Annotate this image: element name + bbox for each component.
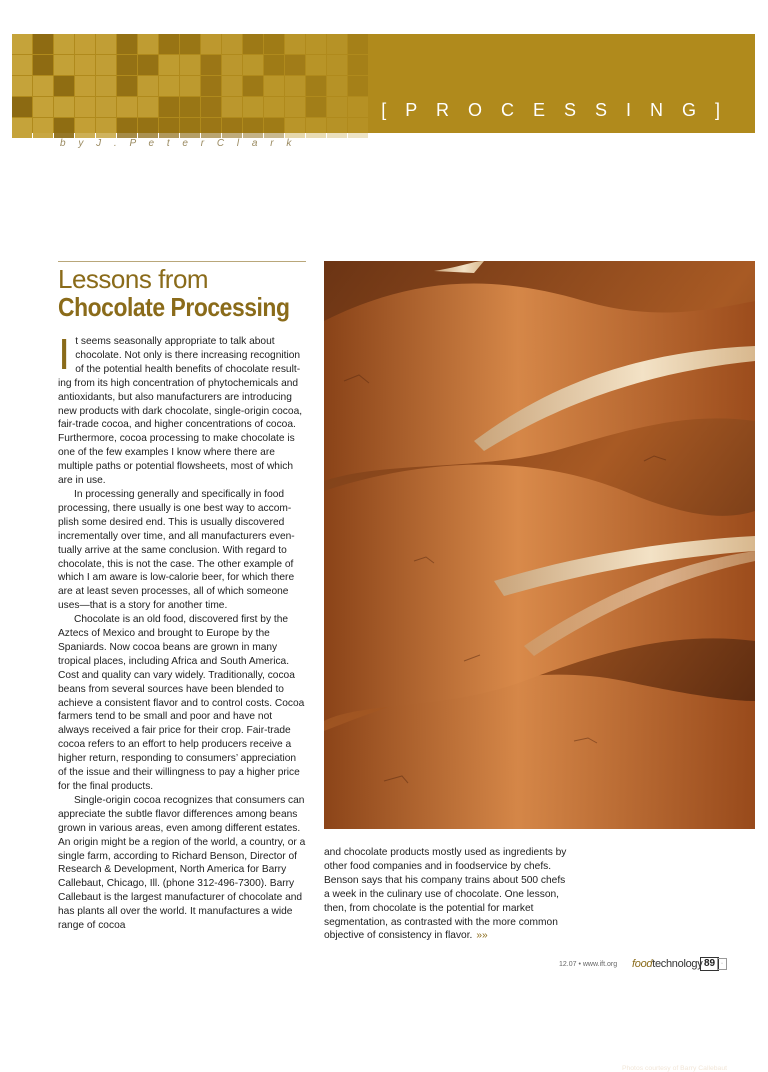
photo-caption: Blending chocolate: [648, 1053, 727, 1063]
banner-tile: [96, 55, 116, 75]
banner-tile: [96, 118, 116, 138]
paragraph-3: Chocolate is an old food, discovered first by the Aztecs of Mexico and brought to Europe by the Spaniards. Now cocoa beans are grown in many tropical places, including Africa and South America. Cost and quality can vary widely. Traditionally, cocoa beans from several sources have been blended to achieve a consistent flavor and to control costs. Cocoa farmers tend to be small and poor and have not always received a fair price for their crop. Fair-trade cocoa refers to an effort to help producers receive a higher return, responding to consumers’ appreciation of the issue and their willingness to pay a higher price for the final products.: [58, 614, 305, 792]
banner-tile: [138, 34, 158, 54]
page-number: 89: [700, 957, 719, 971]
dropcap: I: [58, 330, 71, 379]
title-rule: [58, 261, 306, 262]
banner-tile: [306, 76, 326, 96]
pdf-icon: ▫: [717, 958, 727, 970]
banner-tile: [117, 118, 137, 138]
banner-tile: [348, 55, 368, 75]
banner-tile: [222, 55, 242, 75]
banner-tile: [138, 97, 158, 117]
banner-tile: [180, 97, 200, 117]
paragraph-1: It seems seasonally appropriate to talk about chocolate. Not only is there increasing recognition of the potential health benefits of chocolate resulting from its high concentration of phytochemicals and antioxidants, but also manufacturers are introducing new products with dark chocolate, single-origin cocoa, fair-trade cocoa, and higher concentrations of cocoa. Furthermore, cocoa processing to make chocolate is one of the few examples I know where there are multiple paths or potential flowsheets, most of which are in use.: [58, 330, 303, 487]
banner-tile: [12, 55, 32, 75]
banner-tile: [243, 34, 263, 54]
banner-tile: [348, 34, 368, 54]
banner-tile: [264, 76, 284, 96]
banner-tile: [96, 76, 116, 96]
banner-tile: [327, 118, 347, 138]
banner-tile: [243, 118, 263, 138]
banner-tile: [180, 34, 200, 54]
banner-tile: [159, 76, 179, 96]
banner-tile: [54, 118, 74, 138]
banner-tile: [306, 55, 326, 75]
banner-tile: [180, 55, 200, 75]
banner-tile: [222, 34, 242, 54]
banner-tile: [201, 76, 221, 96]
banner-tile: [243, 76, 263, 96]
banner-tile: [117, 34, 137, 54]
banner-tile: [138, 76, 158, 96]
footer-date-url: 12.07 • www.ift.org: [559, 961, 618, 968]
banner-tile: [222, 118, 242, 138]
banner-tile: [285, 76, 305, 96]
banner-tile: [54, 76, 74, 96]
banner-tile: [222, 97, 242, 117]
banner-tile: [54, 97, 74, 117]
banner-tile: [159, 55, 179, 75]
banner-tile: [264, 34, 284, 54]
photo-credit: Photos courtesy of Barry Callebaut: [621, 1065, 727, 1072]
banner-tile: [285, 97, 305, 117]
banner-tile: [159, 34, 179, 54]
footer-brand: foodtechnology: [632, 958, 703, 970]
banner-tile: [33, 97, 53, 117]
banner-tile: [201, 97, 221, 117]
banner-tile: [243, 97, 263, 117]
banner-tile: [243, 55, 263, 75]
banner-tile: [12, 76, 32, 96]
banner-tile: [96, 97, 116, 117]
banner-tile: [285, 118, 305, 138]
banner-tile: [180, 118, 200, 138]
banner-tile: [285, 55, 305, 75]
banner-tile: [201, 118, 221, 138]
banner-tile: [327, 76, 347, 96]
banner-tile: [264, 118, 284, 138]
paragraph-2: In processing generally and specifically in food processing, there usually is one best way to accomplish some desired end. This is usually discovered incrementally over time, and all manufacturers eventually arrive at the same conclusion. With regard to chocolate, this is not the case. The other example of which I am aware is low-calorie beer, for which there are at least seven processes, all of which someone uses—that is a story for another time.: [58, 488, 295, 612]
banner-tile: [180, 76, 200, 96]
banner-tile: [306, 97, 326, 117]
banner-tile: [264, 55, 284, 75]
banner-tile: [138, 55, 158, 75]
banner-tile: [327, 34, 347, 54]
banner-tile: [348, 76, 368, 96]
banner-tile: [12, 34, 32, 54]
banner-tile: [54, 55, 74, 75]
banner-tile: [201, 55, 221, 75]
banner-tile: [75, 55, 95, 75]
banner-tile: [75, 118, 95, 138]
banner-tile: [306, 118, 326, 138]
byline: b y J . P e t e r C l a r k: [60, 138, 297, 149]
banner-tile: [306, 34, 326, 54]
banner-tile: [264, 97, 284, 117]
article-title-line2: Chocolate Processing: [58, 292, 290, 322]
banner-tile: [117, 97, 137, 117]
article-column-1: [58, 330, 306, 933]
banner-tile: [222, 76, 242, 96]
banner-tile: [75, 34, 95, 54]
banner-tile: [33, 118, 53, 138]
banner-tile: [75, 97, 95, 117]
banner-tile: [348, 97, 368, 117]
banner-tile: [33, 76, 53, 96]
section-label: [ P R O C E S S I N G ]: [381, 100, 727, 120]
banner-tile: [117, 55, 137, 75]
page-footer: [0, 958, 768, 972]
banner-tile: [327, 97, 347, 117]
section-banner: [12, 34, 755, 133]
banner-tile: [75, 76, 95, 96]
paragraph-4: Single-origin cocoa recognizes that consumers can appreciate the subtle flavor differences among beans grown in various areas, even among different estates. An origin might be a region of the world, a country, or a single farm, according to Richard Benson, Director of Research & Development, North America for Barry Callebaut, Chicago, Ill. (phone 312-496-7300). Barry Callebaut is the largest manufacturer of chocolate and has plants all over the world. It manufactures a wide range of cocoa: [58, 794, 306, 932]
banner-tile: [12, 118, 32, 138]
banner-tile: [285, 34, 305, 54]
banner-tile: [96, 34, 116, 54]
banner-tile: [33, 34, 53, 54]
end-mark: »»: [476, 930, 488, 942]
banner-tile: [33, 55, 53, 75]
banner-tile: [138, 118, 158, 138]
article-column-2: [324, 846, 568, 943]
paragraph-5: and chocolate products mostly used as ingredients by other food companies and in foodservice by chefs. Benson says that his company trains about 500 chefs a week in the culinary use of chocolate. One lesson, then, from chocolate is the potential for market segmentation, as contrasted with the more common objective of consistency in flavor. »»: [324, 847, 567, 942]
banner-mosaic: [12, 34, 372, 133]
banner-tile: [201, 34, 221, 54]
chocolate-illustration: [324, 261, 755, 829]
banner-tile: [348, 118, 368, 138]
banner-tile: [327, 55, 347, 75]
banner-tile: [117, 76, 137, 96]
banner-tile: [159, 118, 179, 138]
banner-tile: [159, 97, 179, 117]
banner-tile: [54, 34, 74, 54]
banner-tile: [12, 97, 32, 117]
article-title-line1: Lessons from: [58, 264, 209, 294]
